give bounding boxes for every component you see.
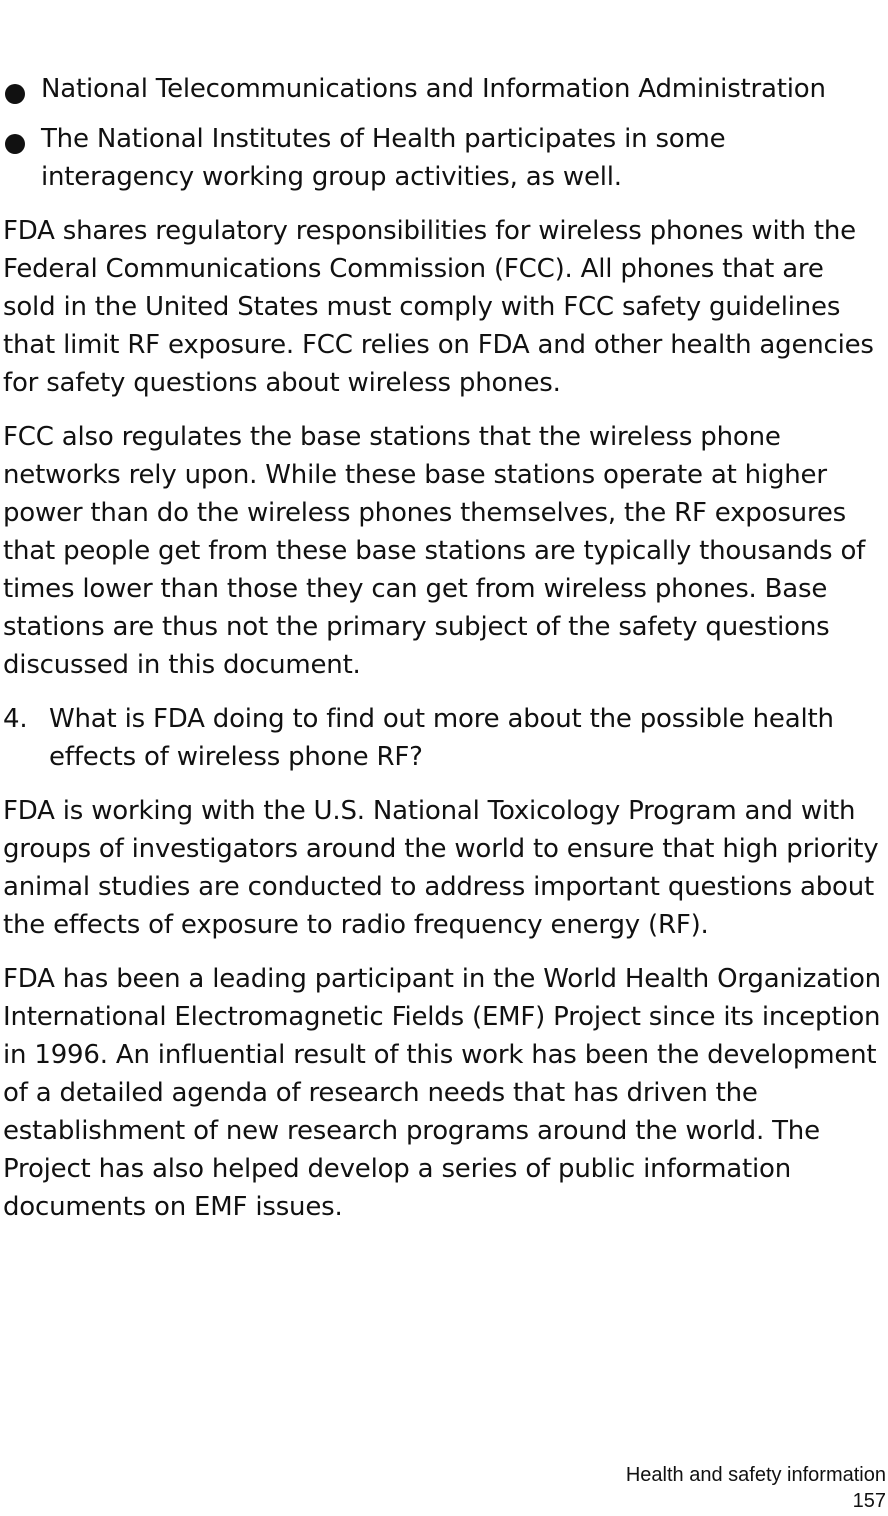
question-number: 4. (3, 704, 28, 734)
bullet-text: National Telecommunications and Information Administration (41, 74, 826, 104)
question-text: What is FDA doing to find out more about the possible health effects of wireless phone RF? (49, 704, 834, 772)
bullet-list (3, 70, 883, 196)
bullet-dot-icon (5, 84, 25, 104)
footer-section-title: Health and safety information (625, 1464, 886, 1486)
bullet-item (3, 120, 883, 196)
question-item (3, 700, 883, 776)
document-body (3, 70, 883, 1242)
paragraph-emf-project: FDA has been a leading participant in the World Health Organization International Electromagnetic Fields (EMF) Project since its inception in 1996. An influential result of this work has been the development of a detailed agenda of research needs that has driven the establishment of new research programs around the world. The Project has also helped develop a series of public information documents on EMF issues. (3, 964, 881, 1222)
page-footer (626, 1462, 886, 1514)
paragraph-regulatory-responsibilities: FDA shares regulatory responsibilities for wireless phones with the Federal Communications Commission (FCC). All phones that are sold in the United States must comply with FCC safety guidelines that limit RF exposure. FCC relies on FDA and other health agencies for safety questions about wireless phones. (3, 216, 874, 398)
page-number: 157 (852, 1490, 886, 1512)
bullet-dot-icon (5, 134, 25, 154)
bullet-text: The National Institutes of Health participates in some interagency working group activities, as well. (41, 124, 726, 192)
paragraph-animal-studies: FDA is working with the U.S. National Toxicology Program and with groups of investigators around the world to ensure that high priority animal studies are conducted to address important questions about the effects of exposure to radio frequency energy (RF). (3, 796, 879, 940)
paragraph-base-stations: FCC also regulates the base stations that the wireless phone networks rely upon. While these base stations operate at higher power than do the wireless phones themselves, the RF exposures that people get from these base stations are typically thousands of times lower than those they can get from wireless phones. Base stations are thus not the primary subject of the safety questions discussed in this document. (3, 422, 866, 680)
bullet-item (3, 70, 883, 108)
